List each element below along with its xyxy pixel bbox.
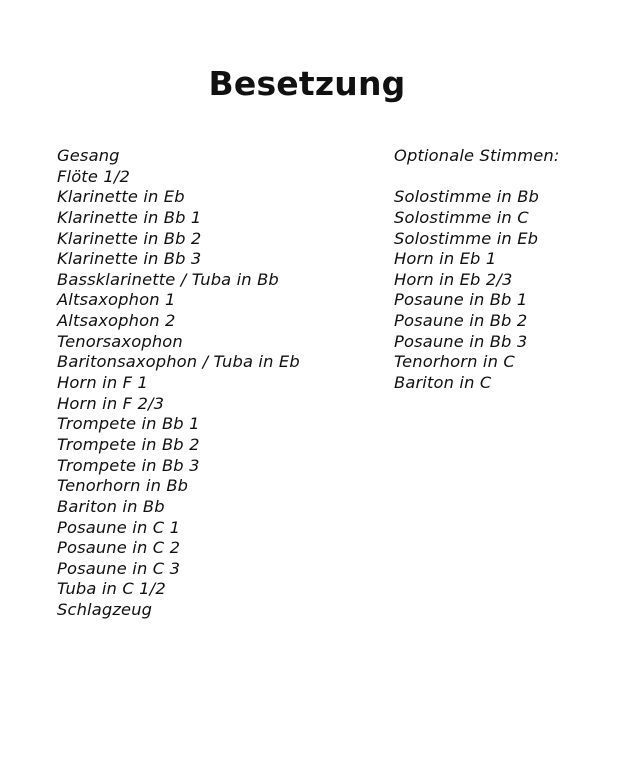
optional-part-item: Posaune in Bb 3 (394, 331, 528, 351)
instrument-item: Posaune in C 2 (57, 538, 181, 558)
instrument-item: Baritonsaxophon / Tuba in Eb (57, 352, 300, 372)
instrument-item: Flöte 1/2 (57, 166, 130, 186)
instrument-item: Trompete in Bb 1 (57, 414, 200, 434)
instrument-item: Klarinette in Bb 2 (57, 228, 202, 248)
optional-parts-heading: Optionale Stimmen: (394, 146, 560, 165)
optional-part-item: Horn in Eb 2/3 (394, 269, 513, 289)
instrument-item: Gesang (57, 146, 120, 165)
instrument-item: Posaune in C 1 (57, 517, 181, 537)
optional-part-item: Posaune in Bb 2 (394, 311, 528, 331)
list-spacer (394, 167, 560, 188)
instrument-item: Trompete in Bb 3 (57, 455, 200, 475)
instrument-item: Bariton in Bb (57, 496, 165, 516)
instrument-item: Horn in F 1 (57, 373, 148, 393)
instrument-item: Tenorhorn in Bb (57, 476, 189, 496)
instrument-item: Klarinette in Bb 1 (57, 207, 202, 227)
page-title: Besetzung (208, 64, 406, 104)
instrument-item: Klarinette in Eb (57, 187, 185, 207)
instrument-item: Tuba in C 1/2 (57, 579, 166, 599)
instrument-item: Tenorsaxophon (57, 331, 183, 351)
instrument-item: Bassklarinette / Tuba in Bb (57, 269, 279, 289)
optional-part-item: Horn in Eb 1 (394, 249, 497, 269)
optional-part-item: Posaune in Bb 1 (394, 290, 528, 310)
instrument-item: Klarinette in Bb 3 (57, 249, 202, 269)
optional-part-item: Solostimme in C (394, 207, 529, 227)
instrument-item: Schlagzeug (57, 600, 153, 620)
instrument-item: Altsaxophon 1 (57, 290, 176, 310)
instrument-item: Horn in F 2/3 (57, 393, 165, 413)
optional-part-item: Tenorhorn in C (394, 352, 515, 372)
optional-part-item: Bariton in C (394, 373, 492, 393)
optional-part-item: Solostimme in Bb (394, 187, 540, 207)
optional-part-item: Solostimme in Eb (394, 228, 539, 248)
instrument-item: Trompete in Bb 2 (57, 434, 200, 454)
optional-parts-list (394, 146, 560, 394)
instrument-item: Altsaxophon 2 (57, 311, 176, 331)
instrument-item: Posaune in C 3 (57, 558, 181, 578)
instrument-list (57, 146, 300, 621)
